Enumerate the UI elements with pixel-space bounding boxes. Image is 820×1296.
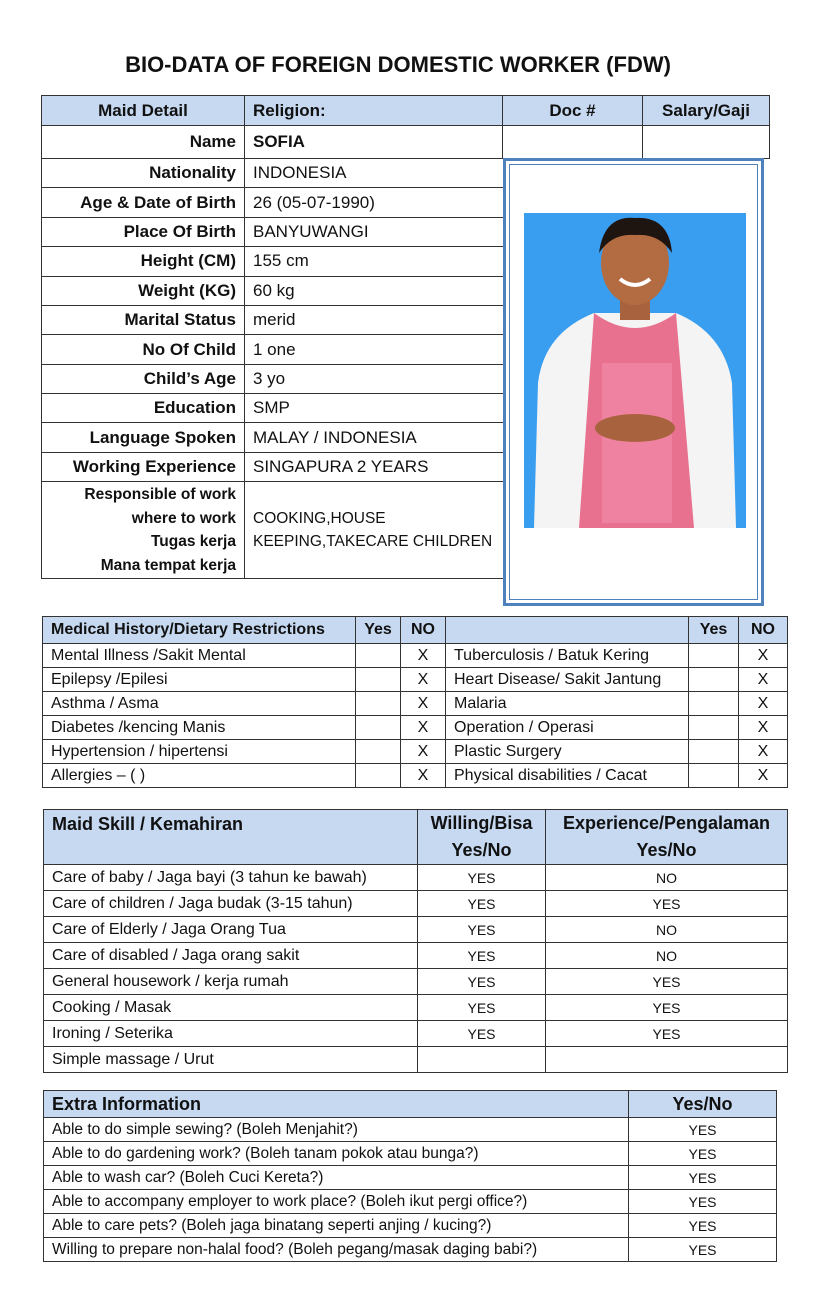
extra-row	[44, 1118, 777, 1142]
extra-info-table	[43, 1090, 777, 1262]
blank-heading	[446, 617, 689, 644]
condition-label: Diabetes /kencing Manis	[43, 716, 356, 740]
skill-label: General housework / kerja rumah	[44, 969, 418, 995]
skill-row	[44, 1047, 788, 1073]
yes-cell	[689, 764, 739, 788]
skill-label: Care of disabled / Jaga orang sakit	[44, 943, 418, 969]
extra-row	[44, 1142, 777, 1166]
responsible-value	[245, 482, 504, 579]
no-mark: X	[739, 740, 788, 764]
detail-label: Place Of Birth	[42, 217, 245, 246]
extra-question: Able to wash car? (Boleh Cuci Kereta?)	[44, 1166, 629, 1190]
maid-detail-heading: Maid Detail	[42, 96, 245, 126]
willing-value: YES	[418, 1021, 546, 1047]
detail-label: Age & Date of Birth	[42, 188, 245, 218]
extra-row	[44, 1214, 777, 1238]
responsible-label	[42, 482, 245, 579]
yes-cell	[356, 692, 401, 716]
detail-label: Height (CM)	[42, 247, 245, 277]
detail-row	[42, 423, 504, 453]
condition-label: Operation / Operasi	[446, 716, 689, 740]
responsible-value-line: COOKING,HOUSE	[253, 509, 386, 527]
no-mark: X	[401, 668, 446, 692]
detail-row	[42, 364, 504, 394]
willing-heading	[418, 810, 546, 865]
willing-value: YES	[418, 943, 546, 969]
yesno-heading: Yes/No	[629, 1091, 777, 1118]
extra-question: Able to accompany employer to work place? (Boleh ikut pergi office?)	[44, 1190, 629, 1214]
yes-cell	[689, 668, 739, 692]
medical-row	[43, 692, 788, 716]
extra-answer: YES	[629, 1118, 777, 1142]
detail-label: No Of Child	[42, 335, 245, 364]
willing-heading-line: Willing/Bisa	[430, 813, 533, 833]
skill-row	[44, 865, 788, 891]
condition-label: Heart Disease/ Sakit Jantung	[446, 668, 689, 692]
condition-label: Epilepsy /Epilesi	[43, 668, 356, 692]
detail-row	[42, 394, 504, 423]
condition-label: Plastic Surgery	[446, 740, 689, 764]
extra-row	[44, 1166, 777, 1190]
detail-value: SMP	[245, 394, 504, 423]
experience-heading-sub: Yes/No	[636, 840, 697, 860]
experience-value: YES	[546, 969, 788, 995]
yes-cell	[356, 764, 401, 788]
extra-answer: YES	[629, 1166, 777, 1190]
willing-value	[418, 1047, 546, 1073]
detail-label: Child’s Age	[42, 364, 245, 394]
yes-heading: Yes	[689, 617, 739, 644]
willing-value: YES	[418, 995, 546, 1021]
yes-cell	[689, 644, 739, 668]
name-value: SOFIA	[245, 126, 503, 159]
yes-cell	[689, 740, 739, 764]
experience-value	[546, 1047, 788, 1073]
skill-label: Care of baby / Jaga bayi (3 tahun ke bawah)	[44, 865, 418, 891]
yes-cell	[689, 692, 739, 716]
detail-label: Weight (KG)	[42, 276, 245, 305]
medical-heading: Medical History/Dietary Restrictions	[43, 617, 356, 644]
skills-heading: Maid Skill / Kemahiran	[44, 810, 418, 865]
no-mark: X	[401, 764, 446, 788]
experience-value: NO	[546, 865, 788, 891]
no-mark: X	[401, 716, 446, 740]
condition-label: Allergies – ( )	[43, 764, 356, 788]
medical-row	[43, 644, 788, 668]
detail-row	[42, 188, 504, 218]
responsible-label-line: Mana tempat kerja	[100, 556, 236, 574]
photo-frame	[503, 158, 764, 606]
salary-value	[643, 126, 770, 159]
detail-row	[42, 159, 504, 188]
condition-label: Mental Illness /Sakit Mental	[43, 644, 356, 668]
extra-answer: YES	[629, 1190, 777, 1214]
responsible-label-line: Tugas kerja	[150, 533, 236, 551]
extra-question: Willing to prepare non-halal food? (Boleh pegang/masak daging babi?)	[44, 1238, 629, 1262]
no-mark: X	[739, 668, 788, 692]
extra-row	[44, 1238, 777, 1262]
maid-photo	[524, 213, 746, 528]
condition-label: Asthma / Asma	[43, 692, 356, 716]
no-mark: X	[401, 740, 446, 764]
detail-value: merid	[245, 305, 504, 335]
yes-cell	[356, 644, 401, 668]
detail-row	[42, 452, 504, 481]
skill-row	[44, 995, 788, 1021]
detail-row	[42, 305, 504, 335]
maid-detail-table	[41, 158, 504, 579]
no-heading: NO	[401, 617, 446, 644]
detail-row	[42, 335, 504, 364]
willing-heading-sub: Yes/No	[451, 840, 512, 860]
detail-value: SINGAPURA 2 YEARS	[245, 452, 504, 481]
experience-heading-line: Experience/Pengalaman	[562, 813, 771, 833]
no-mark: X	[401, 644, 446, 668]
responsible-label-line: Responsible of work	[84, 486, 236, 504]
detail-row	[42, 247, 504, 277]
skill-label: Cooking / Masak	[44, 995, 418, 1021]
detail-value: BANYUWANGI	[245, 217, 504, 246]
skill-label: Ironing / Seterika	[44, 1021, 418, 1047]
detail-value: 155 cm	[245, 247, 504, 277]
religion-label: Religion:	[245, 96, 503, 126]
experience-heading	[546, 810, 788, 865]
skills-table	[43, 809, 788, 1073]
yes-cell	[356, 668, 401, 692]
extra-question: Able to do simple sewing? (Boleh Menjahit?)	[44, 1118, 629, 1142]
yes-cell	[356, 740, 401, 764]
medical-row	[43, 764, 788, 788]
detail-value: 3 yo	[245, 364, 504, 394]
condition-label: Tuberculosis / Batuk Kering	[446, 644, 689, 668]
skill-row	[44, 943, 788, 969]
no-mark: X	[739, 644, 788, 668]
experience-value: NO	[546, 943, 788, 969]
detail-value: MALAY / INDONESIA	[245, 423, 504, 453]
page-title: BIO-DATA OF FOREIGN DOMESTIC WORKER (FDW)	[125, 52, 671, 77]
willing-value: YES	[418, 891, 546, 917]
extra-row	[44, 1190, 777, 1214]
willing-value: YES	[418, 917, 546, 943]
medical-row	[43, 716, 788, 740]
extra-heading: Extra Information	[44, 1091, 629, 1118]
yes-cell	[689, 716, 739, 740]
experience-value: YES	[546, 1021, 788, 1047]
skill-label: Care of children / Jaga budak (3-15 tahun)	[44, 891, 418, 917]
no-heading: NO	[739, 617, 788, 644]
detail-value: 26 (05-07-1990)	[245, 188, 504, 218]
salary-label: Salary/Gaji	[643, 96, 770, 126]
no-mark: X	[401, 692, 446, 716]
detail-value: INDONESIA	[245, 159, 504, 188]
detail-label: Language Spoken	[42, 423, 245, 453]
detail-label: Education	[42, 394, 245, 423]
yes-heading: Yes	[356, 617, 401, 644]
medical-row	[43, 668, 788, 692]
willing-value: YES	[418, 865, 546, 891]
skill-label: Simple massage / Urut	[44, 1047, 418, 1073]
skill-row	[44, 969, 788, 995]
detail-value: 60 kg	[245, 276, 504, 305]
willing-value: YES	[418, 969, 546, 995]
no-mark: X	[739, 692, 788, 716]
detail-label: Nationality	[42, 159, 245, 188]
experience-value: YES	[546, 995, 788, 1021]
no-mark: X	[739, 764, 788, 788]
responsible-label-line: where to work	[131, 509, 236, 527]
no-mark: X	[739, 716, 788, 740]
condition-label: Malaria	[446, 692, 689, 716]
skill-label: Care of Elderly / Jaga Orang Tua	[44, 917, 418, 943]
medical-row	[43, 740, 788, 764]
yes-cell	[356, 716, 401, 740]
skill-row	[44, 891, 788, 917]
doc-label: Doc #	[503, 96, 643, 126]
maid-detail-header	[41, 95, 770, 159]
extra-answer: YES	[629, 1238, 777, 1262]
experience-value: NO	[546, 917, 788, 943]
condition-label: Hypertension / hipertensi	[43, 740, 356, 764]
medical-history-table	[42, 616, 788, 788]
detail-value: 1 one	[245, 335, 504, 364]
extra-answer: YES	[629, 1214, 777, 1238]
condition-label: Physical disabilities / Cacat	[446, 764, 689, 788]
detail-row	[42, 276, 504, 305]
detail-label: Marital Status	[42, 305, 245, 335]
skill-row	[44, 917, 788, 943]
extra-answer: YES	[629, 1142, 777, 1166]
extra-question: Able to do gardening work? (Boleh tanam pokok atau bunga?)	[44, 1142, 629, 1166]
skill-row	[44, 1021, 788, 1047]
experience-value: YES	[546, 891, 788, 917]
name-label: Name	[42, 126, 245, 159]
detail-row	[42, 217, 504, 246]
doc-value	[503, 126, 643, 159]
responsible-value-line: KEEPING,TAKECARE CHILDREN	[253, 533, 493, 551]
detail-label: Working Experience	[42, 452, 245, 481]
extra-question: Able to care pets? (Boleh jaga binatang seperti anjing / kucing?)	[44, 1214, 629, 1238]
